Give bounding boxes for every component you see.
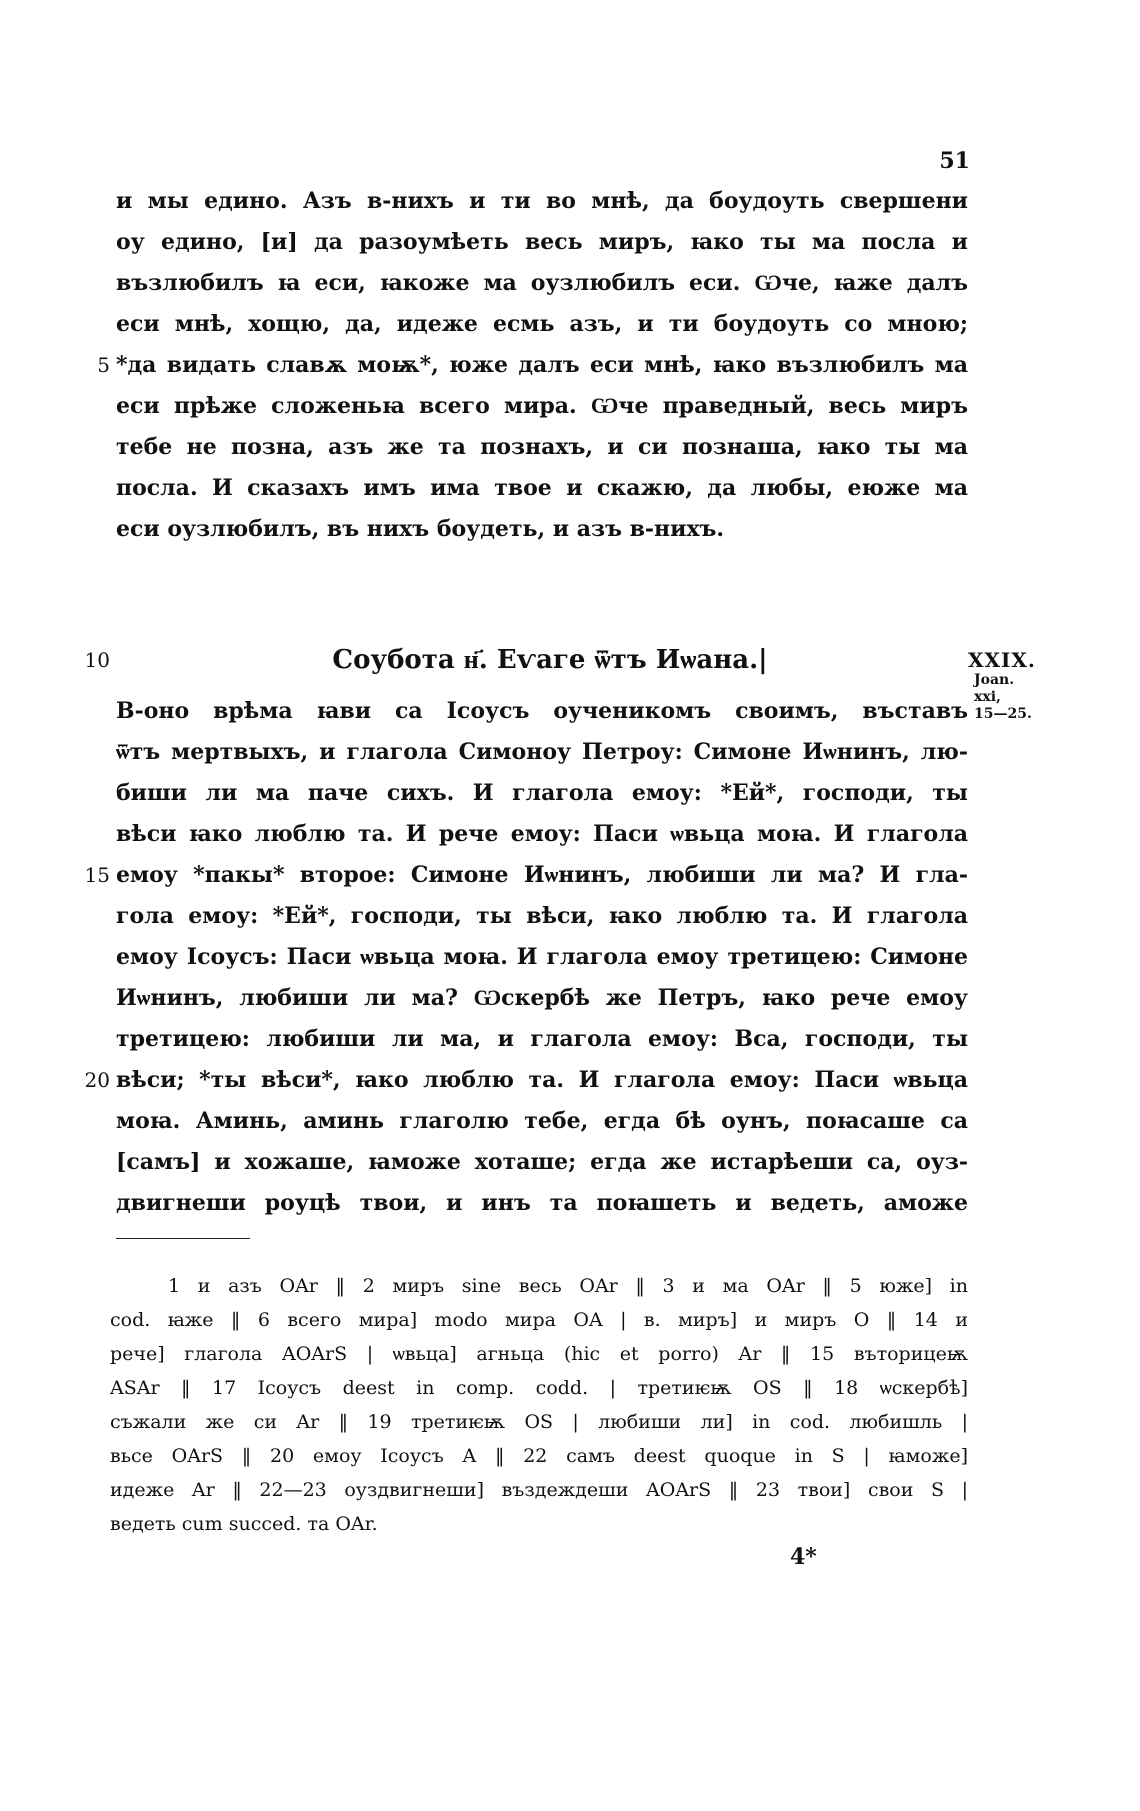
footnote-divider xyxy=(116,1238,250,1239)
footnote-line: вьсе OArS ‖ 20 емоу Ісоусъ A ‖ 22 самъ deest quoque in S | ꙗможе] xyxy=(110,1445,968,1467)
text-line: вѣси ꙗко люблю та. И рече емоу: Паси ѡвьца моꙗ. И глагола xyxy=(116,821,968,847)
chapter-reference: xxi, xyxy=(974,689,1001,705)
text-line: еси мнѣ, хощю, да, идеже есмь азъ, и ти боудоуть со мною; xyxy=(116,311,968,337)
page-number: 51 xyxy=(939,148,970,174)
text-line: гола емоу: *Ей*, господи, ты вѣси, ꙗко люблю та. И глагола xyxy=(116,903,968,929)
text-line: емоу *пакы* второе: Симоне Иѡнинъ, любиши ли ма? И гла- xyxy=(116,862,968,888)
line-number: 10 xyxy=(84,648,110,672)
text-line: еси оузлюбилъ, въ нихъ боудеть, и азъ в-нихъ. xyxy=(116,516,725,542)
text-line: [самъ] и хожаше, ꙗможе хоташе; егда же истарѣеши са, оуз- xyxy=(116,1149,968,1175)
footnote-line: 1 и азъ OAr ‖ 2 миръ sine весь OAr ‖ 3 и ма OAr ‖ 5 юже] in xyxy=(168,1275,968,1297)
text-line: посла. И сказахъ имъ има твое и скажю, да любы, еюже ма xyxy=(116,475,968,501)
footnote-line: ведеть cum succed. та OAr. xyxy=(110,1513,378,1535)
line-number: 5 xyxy=(97,353,110,377)
text-line: биши ли ма паче сихъ. И глагола емоу: *Ей*, господи, ты xyxy=(116,780,968,806)
footnote-line: cod. ꙗже ‖ 6 всего мира] modo мира OA | в. миръ] и миръ O ‖ 14 и xyxy=(110,1309,968,1331)
text-line: двигнеши роуцѣ твои, и инъ та поꙗшеть и ведеть, аможе xyxy=(116,1190,968,1216)
line-number: 20 xyxy=(84,1068,110,1092)
text-line: третицею: любиши ли ма, и глагола емоу: Вса, господи, ты xyxy=(116,1026,968,1052)
text-line: ѿтъ мертвыхъ, и глагола Симоноу Петроу: Симоне Иѡнинъ, лю- xyxy=(116,739,968,765)
footnote-line: идеже Ar ‖ 22—23 оуздвигнеши] въздеждеши AOArS ‖ 23 твои] свои S | xyxy=(110,1479,968,1501)
text-line: *да видать славѫ моѭ*, юже далъ еси мнѣ, ꙗко възлюбилъ ма xyxy=(116,352,968,378)
margin-reference xyxy=(968,648,1036,723)
text-line: В-оно врѣма ꙗви са Ісоусъ оученикомъ своимъ, въставъ xyxy=(116,698,968,724)
footnote-line: рече] глагола AOArS | ѡвьца] агньца (hic et porro) Ar ‖ 15 въторицеѭ xyxy=(110,1343,968,1365)
text-line: еси прѣже сложеньꙗ всего мира. Ѡче праведный, весь миръ xyxy=(116,393,968,419)
footnote-line: ASAr ‖ 17 Ісоусъ deest in comp. codd. | третиѥѭ OS ‖ 18 ѡскербѣ] xyxy=(110,1377,968,1399)
book-reference: Joan. xyxy=(974,672,1015,688)
reading-number: XXIX. xyxy=(968,648,1036,672)
section-heading: Соубота н҃. Еѵаге ѿтъ Иѡана.| xyxy=(332,645,768,675)
text-line: вѣси; *ты вѣси*, ꙗко люблю та. И глагола емоу: Паси ѡвьца xyxy=(116,1067,968,1093)
verse-reference: 15—25. xyxy=(974,706,1032,722)
line-number: 15 xyxy=(84,863,110,887)
footnote-line: съжали же си Ar ‖ 19 третиѥѭ OS | любиши ли] in cod. любишль | xyxy=(110,1411,968,1433)
text-line: и мы едино. Азъ в-нихъ и ти во мнѣ, да боудоуть свершени xyxy=(116,188,968,214)
signature-mark: 4* xyxy=(790,1544,817,1570)
text-line: емоу Ісоусъ: Паси ѡвьца моꙗ. И глагола емоу третицею: Симоне xyxy=(116,944,968,970)
text-line: възлюбилъ ꙗ еси, ꙗкоже ма оузлюбилъ еси. Ѡче, ꙗже далъ xyxy=(116,270,968,296)
text-line: Иѡнинъ, любиши ли ма? Ѡскербѣ же Петръ, ꙗко рече емоу xyxy=(116,985,968,1011)
text-line: моꙗ. Аминь, аминь глаголю тебе, егда бѣ оунъ, поꙗсаше са xyxy=(116,1108,968,1134)
text-line: тебе не позна, азъ же та познахъ, и си познаша, ꙗко ты ма xyxy=(116,434,968,460)
text-line: оу едино, [и] да разоумѣеть весь миръ, ꙗко ты ма посла и xyxy=(116,229,968,255)
